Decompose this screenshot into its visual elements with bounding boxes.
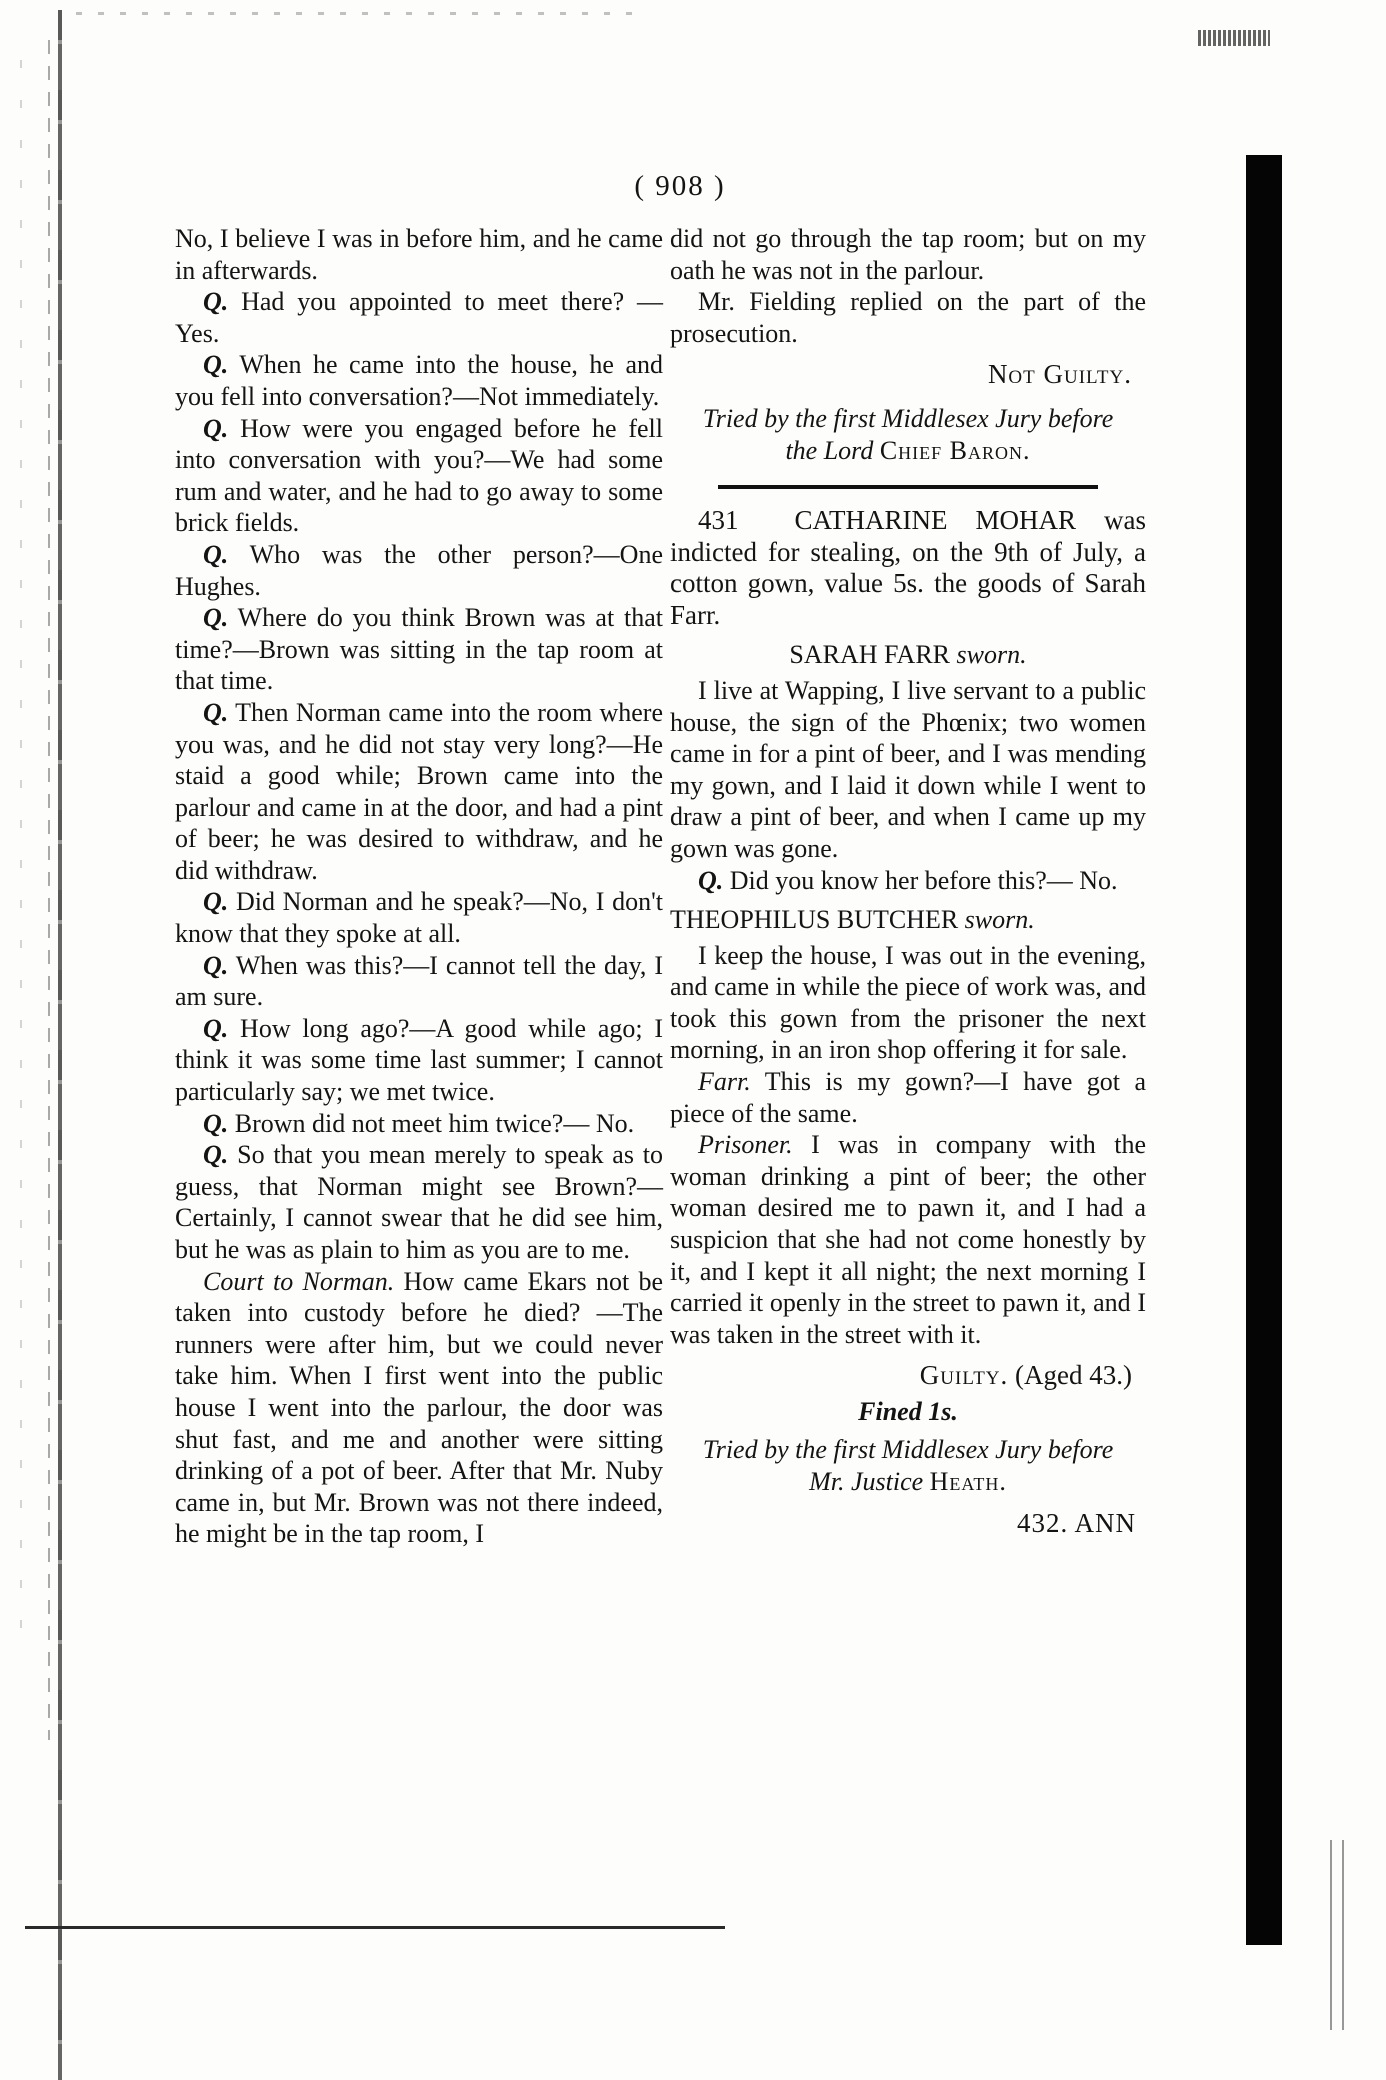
fielding-reply: Mr. Fielding replied on the part of the prosecution. bbox=[670, 287, 1146, 348]
question-text: Had you appointed to meet there? —Yes. bbox=[175, 287, 663, 348]
question-paragraph bbox=[175, 697, 663, 887]
question-mark: Q. bbox=[203, 539, 229, 569]
sentence: Fined 1s. bbox=[858, 1397, 958, 1426]
prisoner-defence bbox=[670, 1129, 1146, 1350]
question-mark: Q. bbox=[203, 350, 229, 380]
testimony-continuation: No, I believe I was in before him, and he came in afterwards. bbox=[175, 224, 663, 285]
question-paragraph bbox=[175, 349, 663, 412]
defendant-name: CATHARINE MOHAR bbox=[794, 504, 1077, 535]
left-column bbox=[175, 223, 663, 1550]
question-text: Did Norman and he speak?—No, I don't know that they spoke at all. bbox=[175, 887, 664, 949]
question-paragraph bbox=[175, 602, 663, 697]
judge-name: Chief Baron. bbox=[879, 435, 1031, 465]
question-text: Where do you think Brown was at that time?—Brown was sitting in the tap room at that time. bbox=[175, 603, 663, 696]
case-number: 431 bbox=[698, 504, 739, 535]
scan-right-black-bar bbox=[1246, 155, 1282, 1945]
question-mark: Q. bbox=[203, 287, 229, 317]
witness-name: SARAH FARR bbox=[789, 640, 951, 670]
witness-heading bbox=[670, 639, 1146, 671]
witness-heading bbox=[670, 904, 1146, 936]
trial-note-line2 bbox=[670, 1466, 1146, 1498]
question-mark: Q. bbox=[203, 413, 229, 443]
trial-note-line1: Tried by the first Middlesex Jury before bbox=[702, 1434, 1114, 1464]
question-mark: Q. bbox=[203, 1108, 229, 1138]
question-paragraph bbox=[175, 1013, 663, 1108]
question-text: Brown did not meet him twice?— No. bbox=[234, 1108, 635, 1138]
prisoner-text: I was in company with the woman drinking a pint of beer; the other woman desired me to pawn it, and I had a suspicion that she had not come honestly by it, and I kept it all night; the next morning I carried it openly in the street to pawn it, and I was taken in the street with it. bbox=[670, 1130, 1147, 1349]
question-mark: Q. bbox=[698, 865, 724, 895]
farr-text: This is my gown?—I have got a piece of the same. bbox=[670, 1067, 1147, 1128]
section-divider bbox=[718, 485, 1098, 489]
question-mark: Q. bbox=[203, 887, 229, 917]
speaker-label: Prisoner. bbox=[698, 1130, 793, 1160]
question-paragraph bbox=[175, 286, 663, 349]
verdict-guilty bbox=[670, 1360, 1146, 1392]
farr-statement bbox=[670, 1066, 1146, 1129]
trial-note-line1: Tried by the first Middlesex Jury before bbox=[702, 403, 1114, 433]
question-mark: Q. bbox=[203, 1140, 229, 1170]
witness-testimony: I keep the house, I was out in the evening, and came in while the piece of work was, and took this gown from the prisoner the next morning, in an iron shop offering it for sale. bbox=[670, 940, 1146, 1065]
defendant-age: (Aged 43.) bbox=[1015, 1360, 1132, 1391]
scan-edge-left bbox=[58, 10, 62, 2080]
trial-note-prefix: the Lord bbox=[785, 435, 874, 465]
question-text: When he came into the house, he and you fell into conversation?—Not immediately. bbox=[175, 350, 664, 411]
question-text: Did you know her before this?— No. bbox=[729, 865, 1118, 895]
court-question-paragraph bbox=[175, 1266, 663, 1550]
trial-note-line2 bbox=[670, 435, 1146, 467]
question-paragraph bbox=[175, 886, 663, 949]
right-column bbox=[670, 223, 1146, 1539]
question-mark: Q. bbox=[203, 697, 229, 727]
question-paragraph bbox=[175, 413, 663, 539]
court-question-text: How came Ekars not be taken into custody before he died? —The runners were after him, but we could never take him. When I first went into the public house I went into the parlour, the door was shut fast, and me and another were sitting drinking of a pot of beer. After that Mr. Nuby came in, but Mr. Brown was not there indeed, he might be in the tap room, I bbox=[175, 1266, 664, 1549]
question-paragraph bbox=[175, 1108, 663, 1140]
case-indictment: was indicted for stealing, on the 9th of July, a cotton gown, value 5s. the goods of Sarah Farr. bbox=[670, 504, 1147, 630]
judge-name: Heath. bbox=[929, 1466, 1007, 1496]
question-paragraph bbox=[175, 539, 663, 602]
speaker-label: Farr. bbox=[698, 1067, 751, 1097]
question-text: How were you engaged before he fell into conversation with you?—We had some rum and water, and he had to go away to some brick fields. bbox=[175, 413, 663, 538]
question-text: How long ago?—A good while ago; I think it was some time last summer; I cannot particularly say; we met twice. bbox=[175, 1013, 663, 1107]
question-text: When was this?—I cannot tell the day, I am sure. bbox=[175, 950, 663, 1012]
scan-bottom-rule bbox=[25, 1926, 725, 1929]
scan-edge-left-tertiary bbox=[20, 60, 22, 1660]
case-heading bbox=[670, 505, 1146, 631]
question-paragraph bbox=[670, 865, 1146, 897]
question-paragraph bbox=[175, 1139, 663, 1265]
question-mark: Q. bbox=[203, 603, 229, 633]
sworn-label: sworn. bbox=[964, 905, 1035, 935]
scan-corner-mark bbox=[1198, 30, 1270, 46]
speaker-label: Court to Norman. bbox=[203, 1266, 395, 1296]
sworn-label: sworn. bbox=[956, 640, 1027, 670]
verdict-word: Guilty. bbox=[919, 1360, 1009, 1391]
question-text: So that you mean merely to speak as to guess, that Norman might see Brown?—Certainly, I cannot swear that he did see him, but he was as plain to him as you are to me. bbox=[175, 1140, 664, 1264]
scan-top-noise bbox=[76, 12, 636, 15]
question-text: Who was the other person?—One Hughes. bbox=[175, 539, 664, 601]
page-number: ( 908 ) bbox=[634, 170, 726, 202]
testimony-continuation-right: did not go through the tap room; but on my oath he was not in the parlour. bbox=[670, 224, 1146, 285]
scan-edge-left-secondary bbox=[48, 40, 50, 1740]
verdict-not-guilty: Not Guilty. bbox=[987, 359, 1132, 390]
scan-bottom-ticks bbox=[1330, 1840, 1344, 2030]
trial-note-prefix: Mr. Justice bbox=[809, 1466, 924, 1496]
question-mark: Q. bbox=[203, 950, 229, 980]
question-mark: Q. bbox=[203, 1013, 229, 1043]
witness-testimony: I live at Wapping, I live servant to a public house, the sign of the Phœnix; two women came in for a pint of beer, and I was mending my gown, and I laid it down while I went to draw a pint of beer, and when I came up my gown was gone. bbox=[670, 675, 1146, 863]
catchword: 432. ANN bbox=[1016, 1507, 1136, 1538]
witness-name: THEOPHILUS BUTCHER bbox=[670, 905, 959, 935]
question-paragraph bbox=[175, 950, 663, 1013]
question-text: Then Norman came into the room where you was, and he did not stay very long?—He staid a good while; Brown came into the parlour and came in at the door, and had a pint of beer; he was desired to withdraw, and he did withdraw. bbox=[175, 697, 664, 885]
